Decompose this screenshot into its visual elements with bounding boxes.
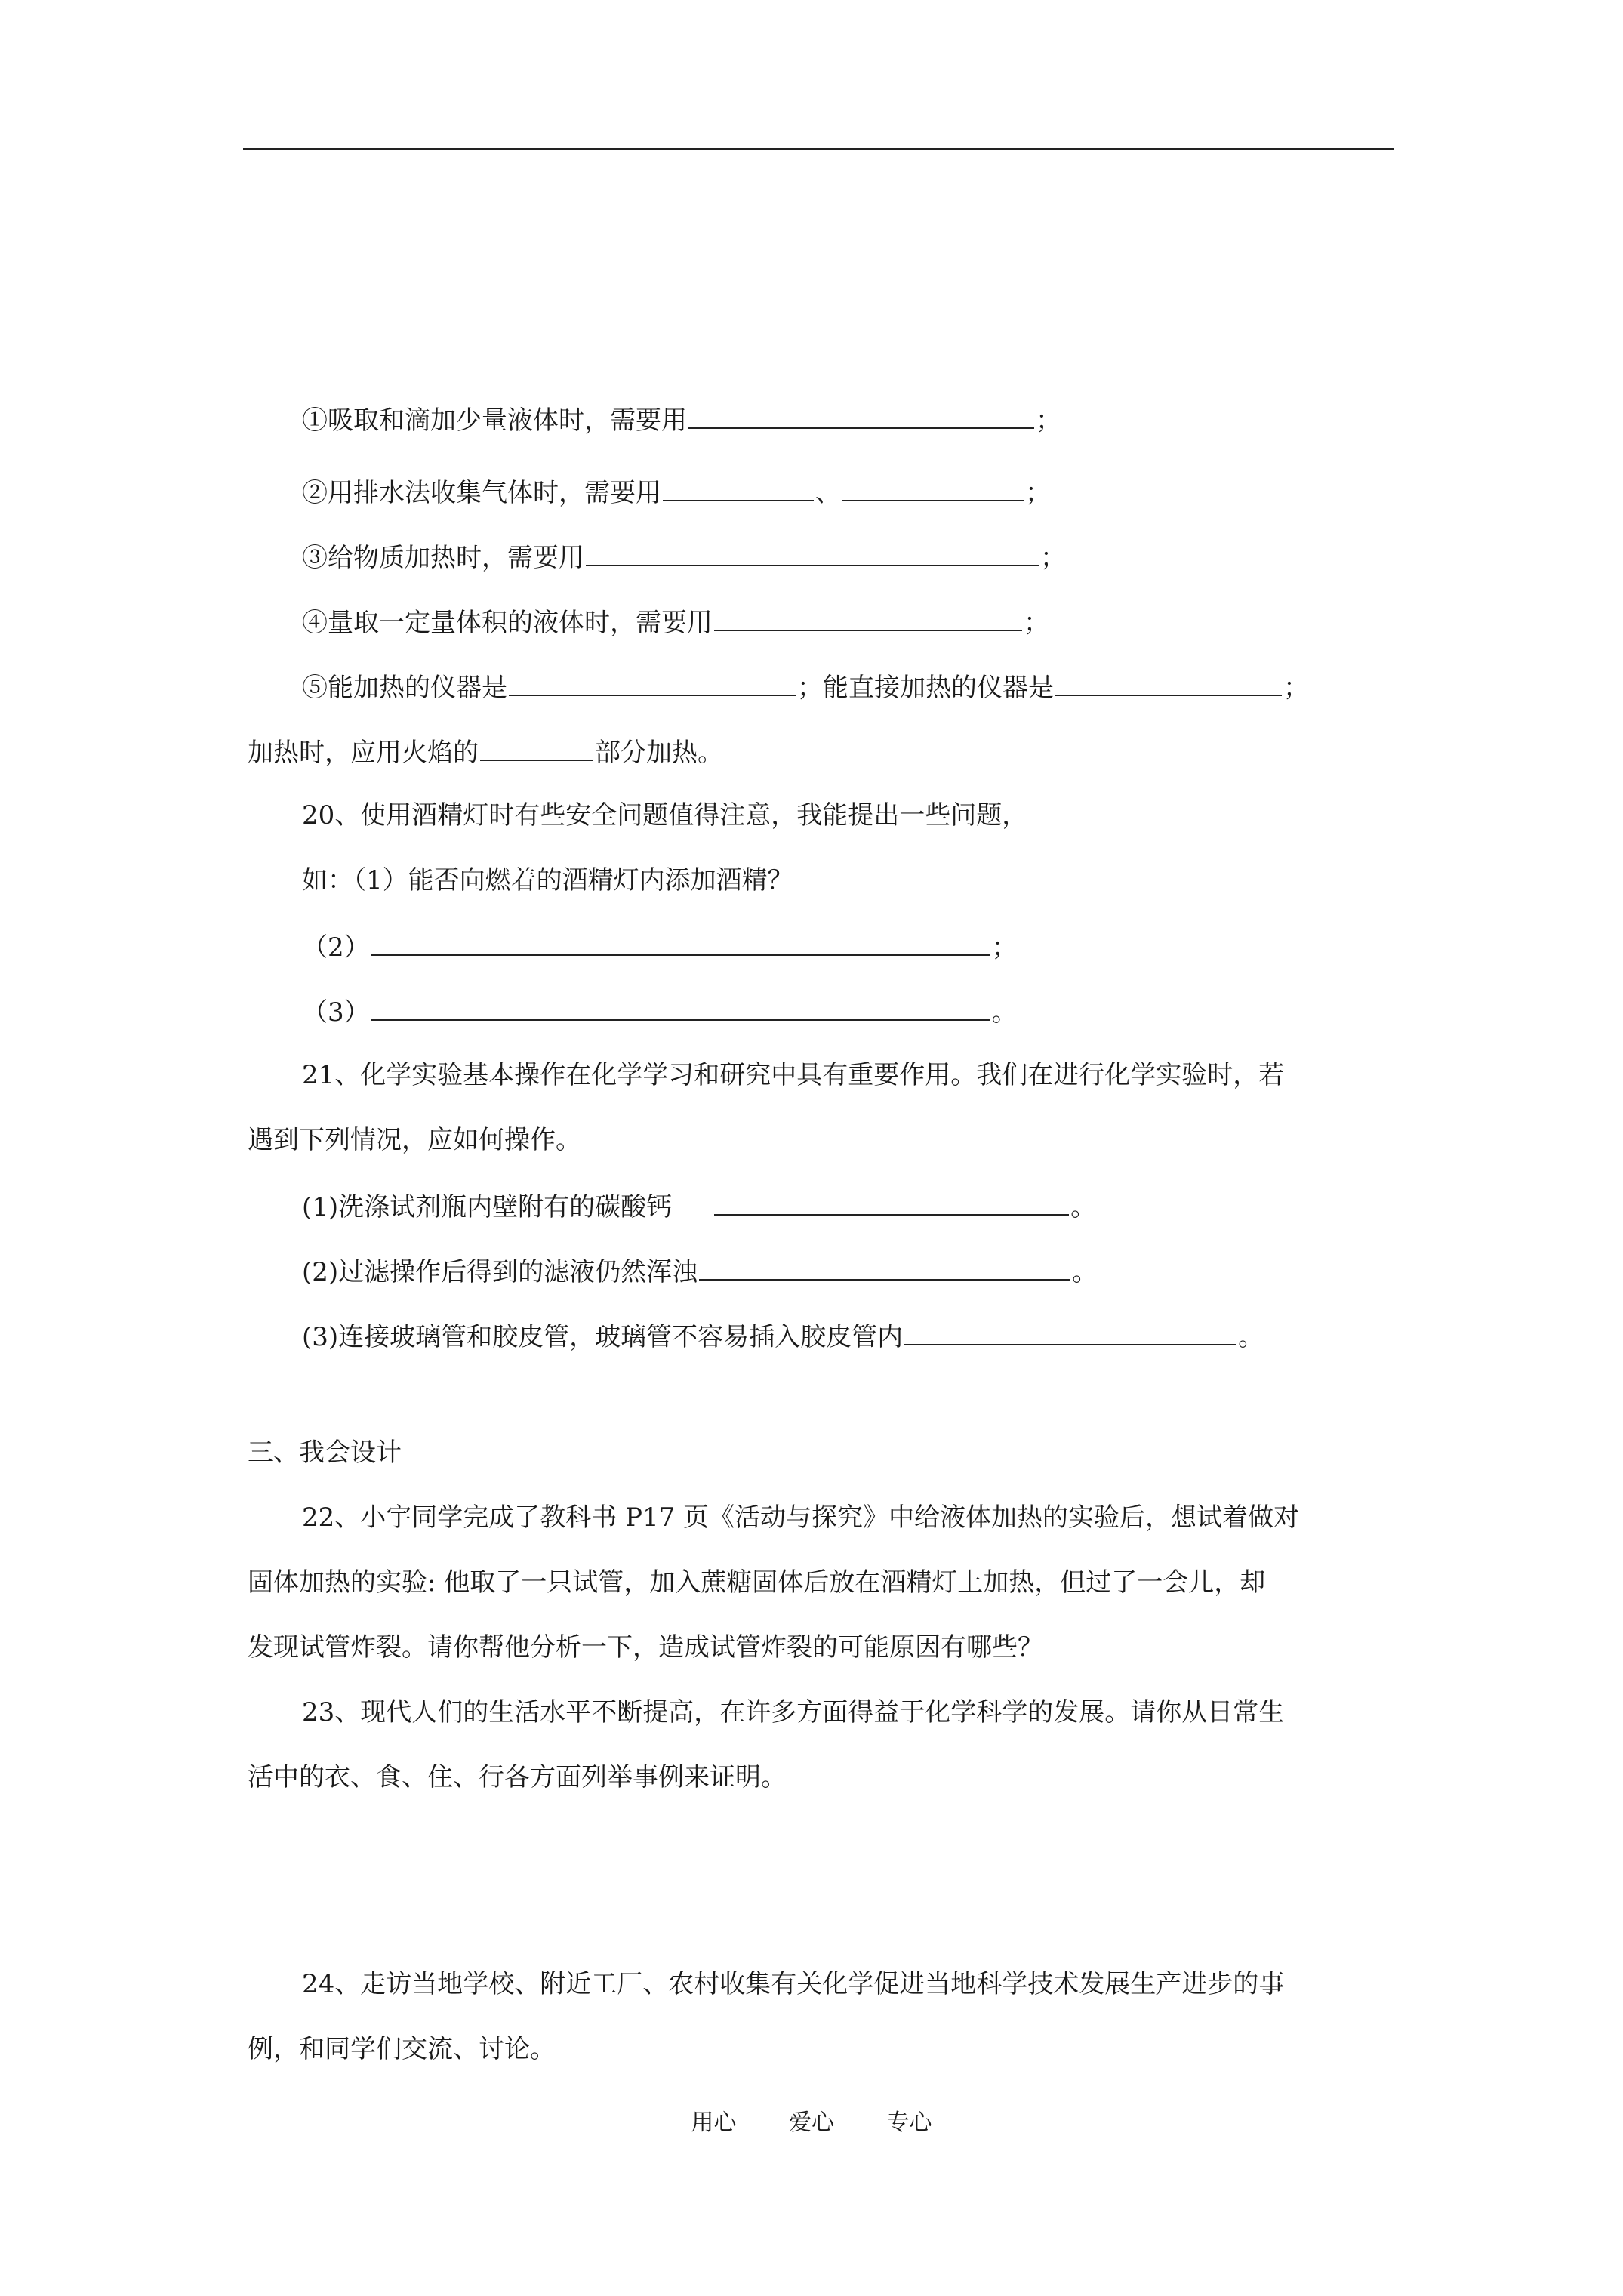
q22-line-3: 发现试管炸裂。请你帮他分析一下，造成试管炸裂的可能原因有哪些？ xyxy=(248,1632,1043,1663)
q19-item-2-text: ②用排水法收集气体时，需要用 xyxy=(302,478,661,508)
answer-blank[interactable] xyxy=(371,929,990,956)
q19-item-5-mid: ；能直接加热的仪器是 xyxy=(797,673,1054,703)
q19-item-5b-end: 部分加热。 xyxy=(595,738,723,768)
footer-word-2: 爱心 xyxy=(789,2110,834,2136)
q19-item-3-text: ③给物质加热时，需要用 xyxy=(302,543,584,573)
q21-item-2-end: 。 xyxy=(1072,1257,1098,1287)
q19-item-4-text: ④量取一定量体积的液体时，需要用 xyxy=(302,608,713,638)
q24-line-1: 24、走访当地学校、附近工厂、农村收集有关化学促进当地科学技术发展生产进步的事 xyxy=(302,1969,1285,1999)
q20-stem: 20、使用酒精灯时有些安全问题值得注意，我能提出一些问题， xyxy=(302,800,1028,831)
q21-item-2-text: (2)过滤操作后得到的滤液仍然浑浊 xyxy=(302,1257,698,1287)
q20-item-2 xyxy=(302,929,1018,964)
q19-item-5b-text: 加热时，应用火焰的 xyxy=(248,738,479,768)
answer-blank[interactable] xyxy=(509,669,796,696)
answer-blank[interactable] xyxy=(371,994,990,1021)
q19-item-1-end: ； xyxy=(1036,405,1061,436)
q20-item-2-end: ； xyxy=(991,932,1018,963)
q22-line-2: 固体加热的实验: 他取了一只试管，加入蔗糖固体后放在酒精灯上加热，但过了一会儿，却 xyxy=(248,1567,1266,1598)
q21-item-2 xyxy=(302,1253,1098,1289)
page-footer xyxy=(0,2103,1623,2137)
q20-item-3 xyxy=(302,994,1018,1029)
q20-item-3-end: 。 xyxy=(991,997,1018,1028)
q22-line-1: 22、小宇同学完成了教科书 P17 页《活动与探究》中给液体加热的实验后，想试着做对 xyxy=(302,1502,1300,1533)
q19-item-2-end: ； xyxy=(1025,478,1051,508)
q19-item-3-end: ； xyxy=(1040,543,1066,573)
q19-item-1 xyxy=(302,402,1061,437)
q19-item-2-sep: 、 xyxy=(815,478,841,508)
q19-item-2 xyxy=(302,474,1051,510)
answer-blank[interactable] xyxy=(480,734,593,761)
q21-item-1 xyxy=(302,1188,1096,1224)
q19-item-5 xyxy=(302,669,1309,704)
footer-word-1: 用心 xyxy=(691,2110,737,2136)
q20-example: 如：（1）能否向燃着的酒精灯内添加酒精？ xyxy=(302,865,793,895)
q21-item-3-text: (3)连接玻璃管和胶皮管，玻璃管不容易插入胶皮管内 xyxy=(302,1322,904,1352)
q20-item-3-label: （3） xyxy=(302,997,370,1028)
answer-blank[interactable] xyxy=(904,1318,1236,1345)
q19-item-3 xyxy=(302,539,1066,575)
header-rule xyxy=(243,148,1394,150)
q19-item-4-end: ； xyxy=(1024,608,1049,638)
q19-item-5-text: ⑤能加热的仪器是 xyxy=(302,673,507,703)
q23-line-2: 活中的衣、食、住、行各方面列举事例来证明。 xyxy=(248,1762,787,1792)
q21-item-1-end: 。 xyxy=(1070,1192,1097,1222)
q21-item-3-end: 。 xyxy=(1238,1322,1264,1352)
answer-blank[interactable] xyxy=(699,1253,1070,1281)
q21-stem-line-2: 遇到下列情况，应如何操作。 xyxy=(248,1125,581,1155)
answer-blank[interactable] xyxy=(714,1188,1069,1216)
answer-blank[interactable] xyxy=(586,539,1039,566)
answer-blank[interactable] xyxy=(842,474,1024,501)
q19-item-5-end: ； xyxy=(1283,673,1309,703)
q23-line-1: 23、现代人们的生活水平不断提高，在许多方面得益于化学科学的发展。请你从日常生 xyxy=(302,1697,1285,1727)
footer-word-3: 专心 xyxy=(886,2110,932,2136)
answer-blank[interactable] xyxy=(1055,669,1282,696)
q21-item-1-text: (1)洗涤试剂瓶内壁附有的碳酸钙 xyxy=(302,1192,673,1222)
answer-blank[interactable] xyxy=(688,402,1034,429)
q21-stem-line-1: 21、化学实验基本操作在化学学习和研究中具有重要作用。我们在进行化学实验时，若 xyxy=(302,1060,1285,1090)
q24-line-2: 例，和同学们交流、讨论。 xyxy=(248,2034,556,2064)
answer-blank[interactable] xyxy=(663,474,814,501)
q20-item-2-label: （2） xyxy=(302,932,370,963)
section-heading: 三、我会设计 xyxy=(248,1438,402,1468)
q19-item-5b xyxy=(248,734,723,769)
q19-item-1-text: ①吸取和滴加少量液体时，需要用 xyxy=(302,405,687,436)
q19-item-4 xyxy=(302,604,1049,639)
answer-blank[interactable] xyxy=(714,604,1022,631)
q21-item-3 xyxy=(302,1318,1264,1354)
